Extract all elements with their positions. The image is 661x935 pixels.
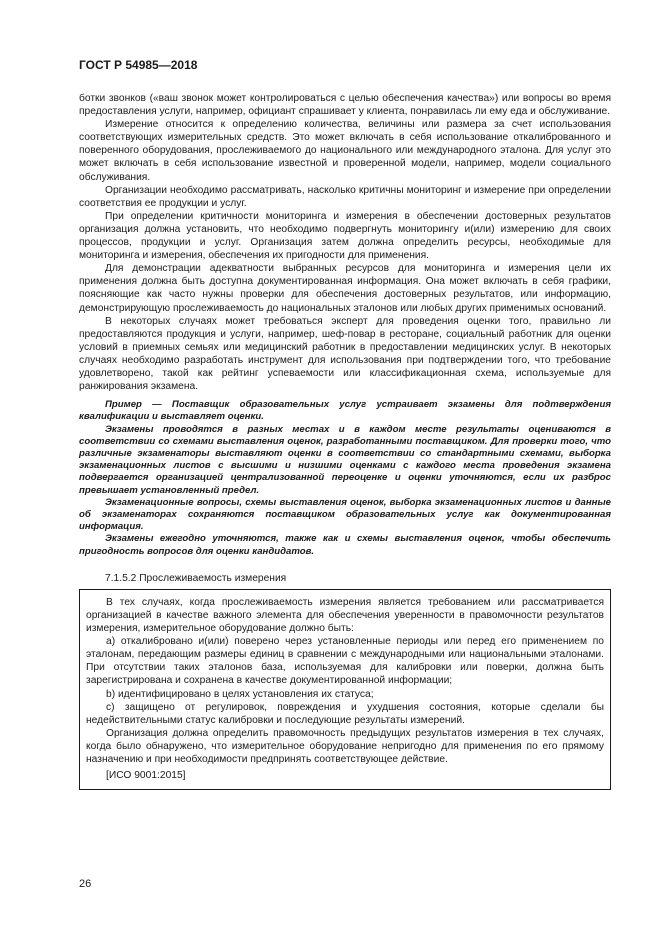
paragraph: Для демонстрации адекватности выбранных ресурсов для мониторинга и измерения цели их применения должна быть доступна документированная информация. Она может включать в себя графики, поясняющие как часто нужны проверки для обеспечения достоверных результатов, или информацию, демонстрирующую прослеживаемость до национальных эталонов или любых других применимых оснований. <box>79 263 611 314</box>
example-paragraph: Экзамены ежегодно уточняются, также как и схемы выставления оценок, чтобы обеспечить пригодность вопросов для оценки кандидатов. <box>79 533 611 557</box>
document-header: ГОСТ Р 54985—2018 <box>79 58 198 72</box>
box-paragraph: b) идентифицировано в целях установления их статуса; <box>106 688 374 700</box>
box-paragraph: a) откалибровано и(или) поверено через установленные периоды или перед его применением по эталонам, передающим размеры единиц в сравнении с международными или национальными эталонами. При отсутствии таких эталонов база, используемая для калибровки или поверки, должна быть зарегистрирована и сохранена в качестве документированной информации; <box>86 636 604 687</box>
paragraph: Организации необходимо рассматривать, насколько критичны мониторинг и измерение при определении соответствия ее продукции и услуг. <box>79 184 611 209</box>
paragraph: При определении критичности мониторинга и измерения в обеспечении достоверных результатов организация должна установить, что необходимо подвергнуть мониторингу и(или) измерению для своих процессов, продукции и услуг. Организация затем должна определить ресурсы, необходимые для мониторинга и измерения, обеспечения их пригодности для применения. <box>79 210 611 262</box>
quoted-requirement-box <box>79 589 611 790</box>
box-paragraph: В тех случаях, когда прослеживаемость измерения является требованием или рассматривается организацией в качестве важного элемента для обеспечения уверенности в правомочности результатов измерения, измерительное оборудование должно быть: <box>86 596 604 635</box>
paragraph: Измерение относится к определению количества, величины или размера за счет использования соответствующих измерительных средств. Это может включать в себя использование откалиброванного и поверенного оборудования, прослеживаемого до национального или международного эталона. Для услуг это может включать в себя использование известной и проверенной модели, например, модели социального обслуживания. <box>79 119 611 183</box>
paragraph: ботки звонков («ваш звонок может контролироваться с целью обеспечения качества») или вопросы во время предоставления услуги, например, официант спрашивает у клиента, понравилась ли ему еда и обслуживание. <box>79 93 611 118</box>
paragraph: В некоторых случаях может требоваться эксперт для проведения оценки того, правильно ли предоставляются продукция и услуги, например, шеф-повар в ресторане, социальный работник для оценки условий в приемных семьях или медицинский работник в предоставлении медицинских услуг. В некоторых случаях необходимо разработать инструмент для использования при подтверждении того, что требование удовлетворено, такой как рейтинг успеваемости или классификационная схема, используемые для ранжирования экзамена. <box>79 315 611 393</box>
section-title: 7.1.5.2 Прослеживаемость измерения <box>105 572 287 584</box>
page-content <box>79 92 611 790</box>
example-paragraph: Экзамены проводятся в разных местах и в каждом месте результаты оцениваются в соответствии со схемами выставления оценок, разработанными поставщиком. Для проверки того, что различные экзаменаторы выставляют оценки в соответствии со стандартными схемами, выборка экзаменационных листов с высшими и низшими оценками с каждого места проведения экзамена подвергается организацией централизованной переоценке и оценки уточняются, если их разброс превышает установленный предел. <box>79 423 611 496</box>
page-number: 26 <box>79 878 92 890</box>
source-reference: [ИСО 9001:2015] <box>106 770 186 782</box>
box-paragraph: Организация должна определить правомочность предыдущих результатов измерения в тех случаях, когда было обнаружено, что измерительное оборудование непригодно для применения по его прямому назначению и при необходимости предпринять соответствующее действие. <box>86 727 604 766</box>
box-paragraph: c) защищено от регулировок, повреждения и ухудшения состояния, которые сделали бы недействительными статус калибровки и последующие результаты измерений. <box>86 701 604 726</box>
example-paragraph: Экзаменационные вопросы, схемы выставления оценок, выборка экзаменационных листов и данные об экзаменаторах сохраняются поставщиком образовательных услуг как документированная информация. <box>79 496 611 533</box>
example-paragraph: Пример — Поставщик образовательных услуг устраивает экзамены для подтверждения квалификации и выставляет оценки. <box>79 399 611 423</box>
example-block <box>79 399 611 558</box>
